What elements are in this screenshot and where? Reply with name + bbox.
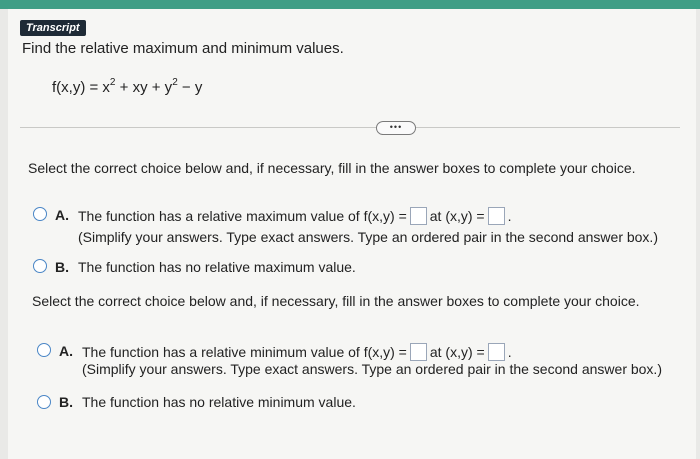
function-exp2: 2 (172, 77, 178, 88)
min-option-a-hint: (Simplify your answers. Type exact answers. Type an ordered pair in the second answer box.) (82, 361, 662, 377)
top-accent-bar (0, 0, 700, 9)
min-option-a-part1: The function has a relative minimum value of f(x,y) = (82, 344, 407, 360)
function-lhs: f(x,y) = x (52, 79, 110, 96)
min-option-a-letter: A. (59, 343, 73, 359)
max-instruction: Select the correct choice below and, if necessary, fill in the answer boxes to complete your choice. (28, 160, 636, 176)
min-option-b-radio[interactable] (37, 395, 51, 409)
divider (20, 127, 680, 128)
max-option-b-text: The function has no relative maximum value. (78, 259, 356, 275)
min-instruction: Select the correct choice below and, if necessary, fill in the answer boxes to complete your choice. (32, 293, 640, 309)
max-option-a-text (78, 207, 512, 225)
max-option-a-part2: at (x,y) = (429, 208, 485, 224)
max-option-b-letter: B. (55, 259, 69, 275)
function-exp1: 2 (109, 77, 116, 88)
max-option-a-end: . (507, 208, 512, 224)
max-point-answer-box[interactable] (488, 207, 505, 225)
min-option-a-text (82, 343, 512, 361)
min-option-a-part2: at (x,y) = (429, 344, 485, 360)
question-text: Find the relative maximum and minimum values. (22, 40, 344, 57)
more-button[interactable]: ••• (376, 121, 416, 135)
max-value-answer-box[interactable] (410, 207, 427, 225)
min-value-answer-box[interactable] (410, 343, 427, 361)
function-expression (52, 77, 202, 96)
function-tail: − y (177, 79, 203, 96)
max-option-b-radio[interactable] (33, 259, 47, 273)
max-option-a-radio[interactable] (33, 207, 47, 221)
min-option-a-end: . (507, 344, 512, 360)
max-option-a-hint: (Simplify your answers. Type exact answers. Type an ordered pair in the second answer box.) (78, 229, 658, 245)
min-point-answer-box[interactable] (488, 343, 505, 361)
min-option-b-letter: B. (59, 394, 73, 410)
max-option-a-part1: The function has a relative maximum value of f(x,y) = (78, 208, 407, 224)
min-option-a-radio[interactable] (37, 343, 51, 357)
transcript-badge: Transcript (20, 20, 86, 36)
max-option-a-letter: A. (55, 207, 69, 223)
function-mid: + xy + y (115, 79, 173, 96)
min-option-b-text: The function has no relative minimum value. (82, 394, 356, 410)
